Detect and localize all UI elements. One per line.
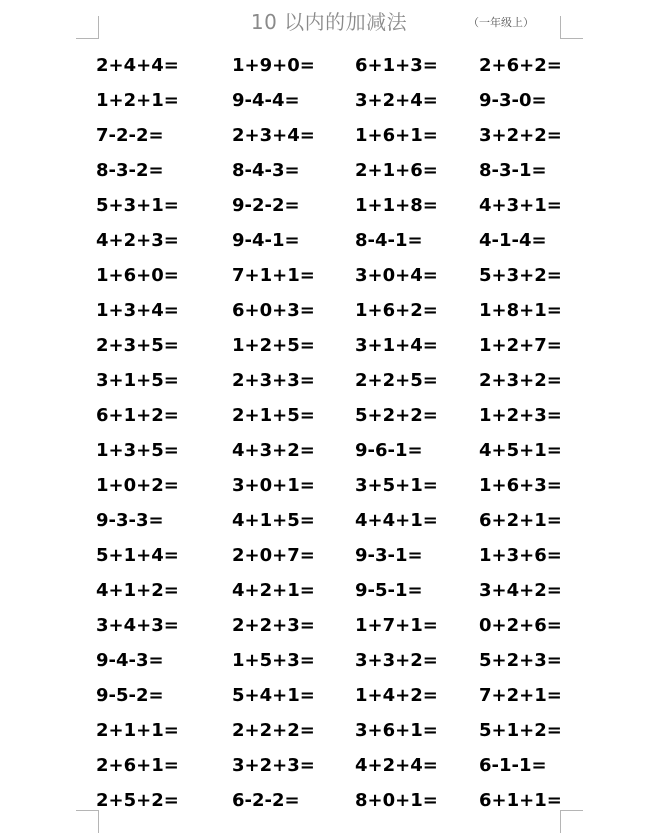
problem-item: 4+3+2=	[232, 440, 315, 461]
problem-item: 2+2+5=	[355, 370, 438, 391]
problem-item: 1+2+7=	[479, 335, 562, 356]
problem-item: 9-5-1=	[355, 580, 423, 601]
problem-item: 2+1+1=	[96, 720, 179, 741]
problem-row	[0, 83, 658, 118]
problem-item: 3+2+3=	[232, 755, 315, 776]
problem-item: 4+1+5=	[232, 510, 315, 531]
problem-row	[0, 398, 658, 433]
problem-item: 2+0+7=	[232, 545, 315, 566]
problem-item: 4+2+4=	[355, 755, 438, 776]
problem-item: 2+2+2=	[232, 720, 315, 741]
problem-item: 8-3-1=	[479, 160, 547, 181]
problem-item: 1+6+1=	[355, 125, 438, 146]
problem-row	[0, 433, 658, 468]
problem-item: 9-4-3=	[96, 650, 164, 671]
problem-item: 2+3+2=	[479, 370, 562, 391]
problem-item: 1+6+2=	[355, 300, 438, 321]
problem-row	[0, 678, 658, 713]
problem-item: 6-1-1=	[479, 755, 547, 776]
problem-item: 2+2+3=	[232, 615, 315, 636]
grade-label: （一年级上）	[468, 16, 534, 29]
problem-item: 6+2+1=	[479, 510, 562, 531]
problem-item: 7-2-2=	[96, 125, 164, 146]
problem-item: 1+1+8=	[355, 195, 438, 216]
problem-row	[0, 363, 658, 398]
problem-item: 9-2-2=	[232, 195, 300, 216]
problem-item: 9-3-3=	[96, 510, 164, 531]
problem-item: 8+0+1=	[355, 790, 438, 811]
problem-item: 4+3+1=	[479, 195, 562, 216]
problem-item: 6+1+2=	[96, 405, 179, 426]
page-title: 10 以内的加减法	[250, 10, 408, 34]
problem-row	[0, 293, 658, 328]
problem-item: 5+1+4=	[96, 545, 179, 566]
problem-row	[0, 153, 658, 188]
problem-item: 1+0+2=	[96, 475, 179, 496]
problem-item: 2+3+3=	[232, 370, 315, 391]
problem-item: 1+3+6=	[479, 545, 562, 566]
problem-item: 5+1+2=	[479, 720, 562, 741]
problem-row	[0, 48, 658, 83]
problem-item: 3+4+3=	[96, 615, 179, 636]
problem-item: 5+2+2=	[355, 405, 438, 426]
problem-item: 6-2-2=	[232, 790, 300, 811]
problem-item: 2+3+4=	[232, 125, 315, 146]
problem-item: 7+1+1=	[232, 265, 315, 286]
problem-item: 9-4-4=	[232, 90, 300, 111]
problem-item: 6+0+3=	[232, 300, 315, 321]
problem-item: 6+1+3=	[355, 55, 438, 76]
problem-item: 3+3+2=	[355, 650, 438, 671]
problem-item: 1+3+4=	[96, 300, 179, 321]
problem-item: 9-5-2=	[96, 685, 164, 706]
problem-item: 2+5+2=	[96, 790, 179, 811]
problem-row	[0, 468, 658, 503]
problem-item: 2+6+2=	[479, 55, 562, 76]
problem-item: 4+1+2=	[96, 580, 179, 601]
problem-item: 3+0+4=	[355, 265, 438, 286]
problem-item: 3+5+1=	[355, 475, 438, 496]
problem-item: 5+3+1=	[96, 195, 179, 216]
problem-row	[0, 643, 658, 678]
problem-row	[0, 118, 658, 153]
problem-item: 8-4-1=	[355, 230, 423, 251]
problem-item: 9-4-1=	[232, 230, 300, 251]
problem-item: 1+6+0=	[96, 265, 179, 286]
problem-item: 5+4+1=	[232, 685, 315, 706]
problem-item: 4-1-4=	[479, 230, 547, 251]
problem-item: 2+6+1=	[96, 755, 179, 776]
problem-item: 1+9+0=	[232, 55, 315, 76]
problem-item: 6+1+1=	[479, 790, 562, 811]
problem-row	[0, 188, 658, 223]
problem-item: 4+2+1=	[232, 580, 315, 601]
problem-item: 2+3+5=	[96, 335, 179, 356]
problem-row	[0, 573, 658, 608]
problem-grid	[0, 48, 658, 818]
problem-item: 3+4+2=	[479, 580, 562, 601]
problem-item: 0+2+6=	[479, 615, 562, 636]
problem-row	[0, 783, 658, 818]
problem-item: 3+6+1=	[355, 720, 438, 741]
problem-item: 1+6+3=	[479, 475, 562, 496]
problem-item: 1+4+2=	[355, 685, 438, 706]
problem-row	[0, 328, 658, 363]
problem-item: 2+4+4=	[96, 55, 179, 76]
problem-item: 3+2+4=	[355, 90, 438, 111]
problem-item: 9-3-0=	[479, 90, 547, 111]
problem-item: 1+8+1=	[479, 300, 562, 321]
problem-item: 3+2+2=	[479, 125, 562, 146]
problem-item: 9-3-1=	[355, 545, 423, 566]
problem-item: 4+4+1=	[355, 510, 438, 531]
problem-item: 4+2+3=	[96, 230, 179, 251]
problem-row	[0, 258, 658, 293]
problem-item: 4+5+1=	[479, 440, 562, 461]
problem-item: 1+7+1=	[355, 615, 438, 636]
problem-item: 8-3-2=	[96, 160, 164, 181]
problem-row	[0, 503, 658, 538]
problem-item: 3+1+5=	[96, 370, 179, 391]
problem-item: 2+1+6=	[355, 160, 438, 181]
problem-item: 1+2+5=	[232, 335, 315, 356]
problem-item: 8-4-3=	[232, 160, 300, 181]
problem-item: 9-6-1=	[355, 440, 423, 461]
problem-item: 5+3+2=	[479, 265, 562, 286]
problem-row	[0, 223, 658, 258]
problem-item: 3+0+1=	[232, 475, 315, 496]
problem-row	[0, 713, 658, 748]
problem-item: 7+2+1=	[479, 685, 562, 706]
problem-row	[0, 538, 658, 573]
problem-row	[0, 608, 658, 643]
problem-item: 1+3+5=	[96, 440, 179, 461]
problem-item: 1+2+3=	[479, 405, 562, 426]
problem-item: 5+2+3=	[479, 650, 562, 671]
problem-item: 2+1+5=	[232, 405, 315, 426]
problem-item: 1+2+1=	[96, 90, 179, 111]
problem-item: 3+1+4=	[355, 335, 438, 356]
problem-row	[0, 748, 658, 783]
problem-item: 1+5+3=	[232, 650, 315, 671]
